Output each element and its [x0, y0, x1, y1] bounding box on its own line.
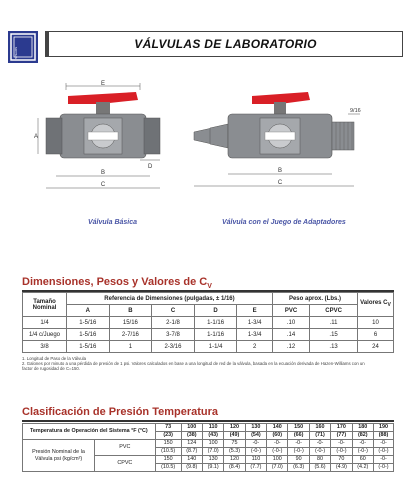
temp-190: 190 [373, 424, 393, 432]
pressure-cell: -0- [373, 440, 393, 448]
adapter-dim-c-label: C [277, 180, 283, 186]
cell-a: 1-5/16 [67, 329, 110, 341]
temp-c: (23) [155, 432, 181, 440]
cell-pvc: .10 [272, 317, 309, 329]
col-pvc: PVC [272, 305, 309, 317]
basic-valve-drawing [28, 78, 178, 213]
pressure-cell-kg: (5.6) [309, 464, 330, 472]
table-row [23, 341, 394, 353]
temp-c: (66) [288, 432, 309, 440]
pressure-cell: 60 [352, 456, 373, 464]
temp-170: 170 [331, 424, 352, 432]
col-d: D [194, 305, 237, 317]
pressure-cell: 90 [288, 456, 309, 464]
pressure-cell-kg: (6.3) [288, 464, 309, 472]
pressure-cell: 130 [202, 456, 223, 464]
pressure-section-title: Clasificación de Presión Temperatura [22, 406, 219, 418]
col-cpvc: CPVC [310, 305, 358, 317]
temp-c: (71) [309, 432, 330, 440]
pressure-cell: 100 [202, 440, 223, 448]
pressure-cell: -0- [373, 456, 393, 464]
dim-c-label: C [100, 182, 106, 188]
cv-header-sub: V [387, 302, 391, 309]
pressure-cell-kg: (-0-) [267, 448, 288, 456]
temp-120: 120 [224, 424, 245, 432]
cell-c: 2-1/8 [152, 317, 195, 329]
pressure-cell: -0- [309, 440, 330, 448]
cell-d: 1-1/4 [194, 341, 237, 353]
cell-e: 1-3/4 [237, 329, 273, 341]
pressure-cell-kg: (4.9) [331, 464, 352, 472]
pressure-cell-kg: (-0-) [309, 448, 330, 456]
col-c: C [152, 305, 195, 317]
col-b: B [109, 305, 152, 317]
pressure-cell: -0- [267, 440, 288, 448]
pressure-cell: 110 [245, 456, 266, 464]
adapter-valve-caption: Válvula con el Juego de Adaptadores [222, 219, 346, 226]
temp-130: 130 [245, 424, 266, 432]
temp-180: 180 [352, 424, 373, 432]
pressure-cell: 150 [155, 456, 181, 464]
pressure-cell: -0- [288, 440, 309, 448]
note-2: 2. Galones por minuto a una pérdida de presión de 1 psi. Valores calculados en base a una longitud de red de la válvula, basada en la ecuación derivada de Hazen-Williams con un [22, 361, 365, 367]
basic-valve-caption: Válvula Básica [88, 219, 138, 226]
page-title-box [45, 31, 403, 57]
cell-b: 1 [109, 341, 152, 353]
cell-cpvc: .15 [310, 329, 358, 341]
pressure-cell-kg: (-0-) [245, 448, 266, 456]
col-a: A [67, 305, 110, 317]
pressure-cell: 80 [309, 456, 330, 464]
ref-header: Referencia de Dimensiones (pulgadas, ± 1/16) [67, 293, 273, 305]
pressure-cell-kg: (10.5) [155, 464, 181, 472]
row-size: 1/4 [23, 317, 67, 329]
pressure-cell-kg: (-0-) [373, 448, 393, 456]
pressure-cell: -0- [331, 440, 352, 448]
cell-d: 1-1/16 [194, 317, 237, 329]
size-header: Tamaño Nominal [23, 293, 67, 317]
row-size: 3/8 [23, 341, 67, 353]
pressure-header-label: Temperatura de Operación del Sistema °F (°C) [23, 424, 156, 440]
row-size: 1/4 c/Juego [23, 329, 67, 341]
table-row [23, 317, 394, 329]
pressure-cell-kg: (9.8) [181, 464, 202, 472]
temp-c: (60) [267, 432, 288, 440]
cell-b: 2-7/16 [109, 329, 152, 341]
cell-d: 1-1/16 [194, 329, 237, 341]
pressure-cell: 124 [181, 440, 202, 448]
note-1: 1. Longitud de Paso de la Válvula [22, 356, 87, 361]
weight-header: Peso aprox. (Lbs.) [272, 293, 357, 305]
adapter-dim-b-label: B [277, 168, 283, 174]
pressure-cell: 70 [331, 456, 352, 464]
cv-header [358, 293, 394, 317]
pressure-divider [22, 420, 394, 422]
pressure-cell: 150 [155, 440, 181, 448]
pressure-cell: 100 [267, 456, 288, 464]
svg-text:SPEARS: SPEARS [14, 46, 18, 59]
cell-cpvc: .11 [310, 317, 358, 329]
temp-c: (38) [181, 432, 202, 440]
pressure-cell-kg: (-0-) [331, 448, 352, 456]
temp-c: (88) [373, 432, 393, 440]
cell-pvc: .14 [272, 329, 309, 341]
cell-e: 2 [237, 341, 273, 353]
dimensions-section-title [22, 276, 212, 290]
temp-100: 100 [181, 424, 202, 432]
temp-110: 110 [202, 424, 223, 432]
cell-cv: 10 [358, 317, 394, 329]
temp-c: (82) [352, 432, 373, 440]
dim-e-label: E [100, 81, 106, 87]
pressure-cell-kg: (4.2) [352, 464, 373, 472]
cell-a: 1-5/16 [67, 341, 110, 353]
cv-header-text: Valores C [360, 300, 388, 307]
pressure-cell-kg: (-0-) [288, 448, 309, 456]
pressure-table [22, 423, 394, 472]
pressure-cell: -0- [245, 440, 266, 448]
pressure-cell: 140 [181, 456, 202, 464]
temp-c: (77) [331, 432, 352, 440]
cell-c: 3-7/8 [152, 329, 195, 341]
cell-a: 1-5/16 [67, 317, 110, 329]
pressure-cell: 75 [224, 440, 245, 448]
pressure-cell-kg: (7.7) [245, 464, 266, 472]
pressure-cell-kg: (7.0) [267, 464, 288, 472]
pressure-cell: -0- [352, 440, 373, 448]
cell-b: 15/16 [109, 317, 152, 329]
dimensions-title-text: Dimensiones, Pesos y Valores de C [22, 276, 208, 288]
cell-cpvc: .13 [310, 341, 358, 353]
pressure-cell: 120 [224, 456, 245, 464]
dim-9-16-label: 9/16 [350, 108, 361, 114]
material-cpvc: CPVC [95, 456, 156, 472]
pressure-cell-kg: (8.7) [181, 448, 202, 456]
temp-c: (43) [202, 432, 223, 440]
adapter-valve-drawing [190, 88, 390, 213]
cell-cv: 24 [358, 341, 394, 353]
temp-c: (54) [245, 432, 266, 440]
dimensions-title-sub: V [207, 283, 212, 291]
pressure-cell-kg: (10.5) [155, 448, 181, 456]
dimensions-table [22, 292, 394, 353]
pressure-row-label: Presión Nominal de la Válvula psi (kg/cm²) [23, 440, 95, 472]
cell-e: 1-3/4 [237, 317, 273, 329]
pressure-cell-kg: (5.3) [224, 448, 245, 456]
material-pvc: PVC [95, 440, 156, 456]
pressure-cell-kg: (-0-) [352, 448, 373, 456]
pressure-cell-kg: (9.1) [202, 464, 223, 472]
cell-c: 2-3/16 [152, 341, 195, 353]
dim-d-label: D [148, 164, 153, 170]
temp-c: (49) [224, 432, 245, 440]
col-e: E [237, 305, 273, 317]
table-row [23, 440, 394, 448]
pressure-cell-kg: (8.4) [224, 464, 245, 472]
table-row [23, 329, 394, 341]
cell-cv: 6 [358, 329, 394, 341]
dim-a-label: A [34, 134, 39, 140]
temp-150: 150 [288, 424, 309, 432]
cell-pvc: .12 [272, 341, 309, 353]
temp-140: 140 [267, 424, 288, 432]
dim-b-label: B [100, 170, 106, 176]
pressure-cell-kg: (-0-) [373, 464, 393, 472]
page-title: VÁLVULAS DE LABORATORIO [134, 37, 317, 51]
dimensions-notes [22, 356, 392, 372]
note-2-cont: factor de rugosidad de C=150. [22, 366, 80, 372]
spears-logo [8, 31, 38, 63]
pressure-cell-kg: (7.0) [202, 448, 223, 456]
temp-160: 160 [309, 424, 330, 432]
temp-73: 73 [155, 424, 181, 432]
